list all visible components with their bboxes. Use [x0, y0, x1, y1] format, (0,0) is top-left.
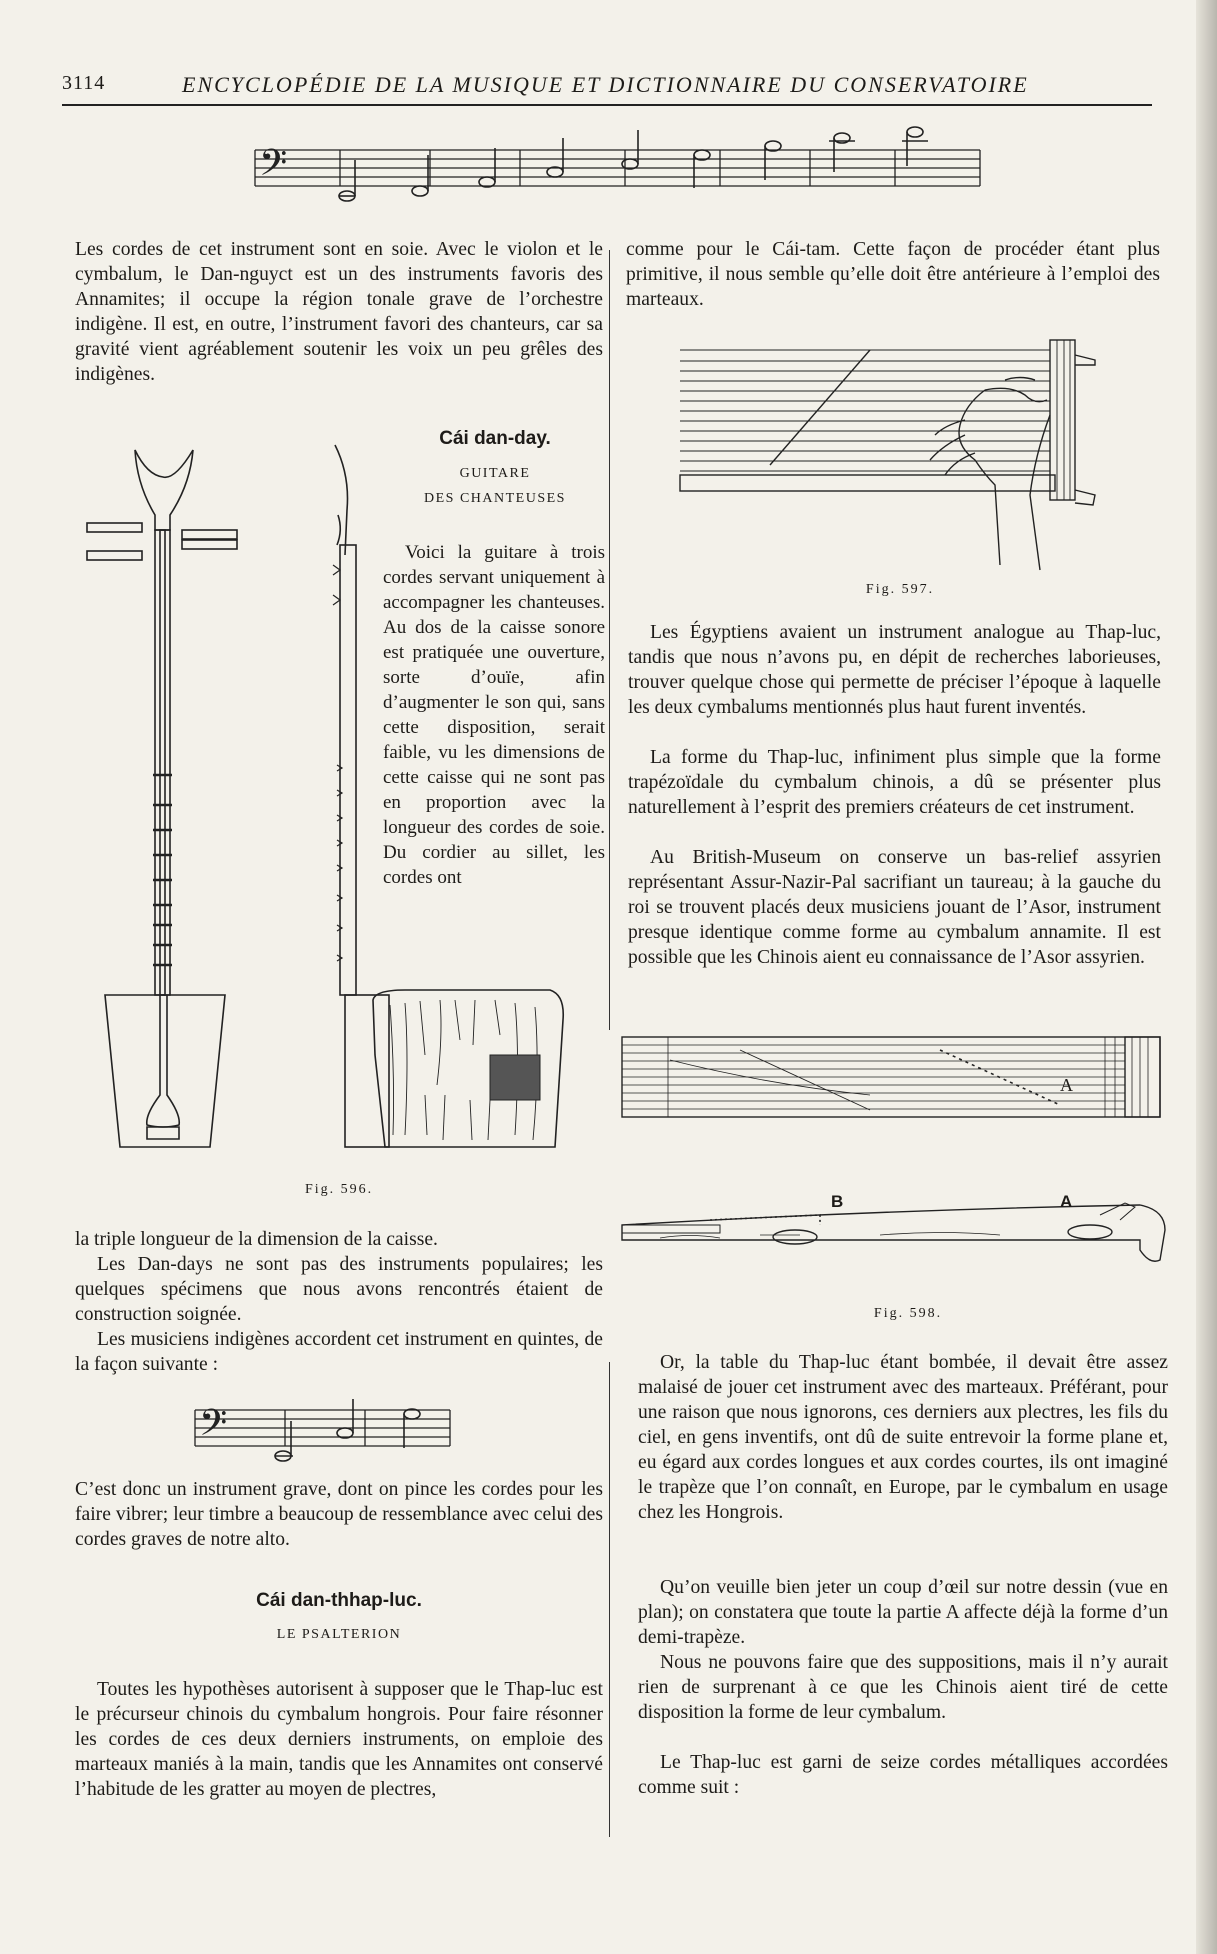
header-rule — [62, 104, 1152, 106]
music-staff-top — [255, 130, 985, 210]
right-paragraph-7: Nous ne pouvons faire que des suppositions, mais il n’y aurait rien de surprenant à ce que les Chinois aient tiré de cette disposition la forme de leur cymbalum. — [638, 1652, 1168, 1723]
figure-596-guitar — [75, 435, 585, 1170]
figure-598-thap-luc-views — [620, 1035, 1190, 1285]
page-edge-shadow — [1196, 0, 1217, 1954]
left-paragraph-3: Les Dan-days ne sont pas des instruments populaires; les quelques spécimens que nous avons rencontrés étaient de construction soignée. — [75, 1254, 603, 1325]
running-title: ENCYCLOPÉDIE DE LA MUSIQUE ET DICTIONNAIRE DU CONSERVATOIRE — [182, 72, 1029, 97]
section-title-dan-day: Cái dan-day. — [439, 428, 551, 449]
guitar-side-text: Voici la guitare à trois cordes servant uniquement à accompagner les chanteuses. Au dos de la caisse sonore est pratiquée une ouverture, sorte d’ouïe, afin d’augmenter le son qui, sans cette disposition, serait faible, vu les dimensions de cette caisse qui ne sont pas en proportion avec la longueur des cordes de soie. Du cordier au sillet, les cordes ont — [383, 542, 605, 888]
svg-text:𝄢: 𝄢 — [199, 1402, 228, 1453]
column-rule-upper — [609, 250, 610, 1030]
caption-fig-598: Fig. 598. — [873, 1306, 943, 1321]
section-subtitle-psalterion: LE PSALTERION — [276, 1627, 402, 1642]
left-paragraph-5: C’est donc un instrument grave, dont on pince les cordes pour les faire vibrer; leur timbre a beaucoup de ressemblance avec celui des cordes graves de notre alto. — [75, 1479, 603, 1550]
side-label-a: A — [1060, 1192, 1073, 1211]
right-paragraph-8: Le Thap-luc est garni de seize cordes métalliques accordées comme suit : — [638, 1752, 1168, 1798]
right-paragraph-3: La forme du Thap-luc, infiniment plus simple que la forme trapézoïdale du cymbalum chinois, a dû se présenter plus naturellement à l’esprit des premiers créateurs de cet instrument. — [628, 747, 1161, 818]
column-rule-lower — [609, 1362, 610, 1837]
page-number: 3114 — [62, 72, 106, 94]
left-paragraph-2: la triple longueur de la dimension de la caisse. — [75, 1229, 438, 1250]
plan-label-a: A — [1060, 1075, 1073, 1095]
section-subtitle-chanteuses: DES CHANTEUSES — [424, 491, 566, 506]
left-paragraph-4: Les musiciens indigènes accordent cet instrument en quintes, de la façon suivante : — [75, 1329, 603, 1375]
right-paragraph-6: Qu’on veuille bien jeter un coup d’œil sur notre dessin (vue en plan); on constatera que toute la partie A affecte déjà la forme d’un demi-trapèze. — [638, 1577, 1168, 1648]
section-title-thhap-luc: Cái dan-thhap-luc. — [256, 1590, 422, 1611]
side-label-b: B — [831, 1192, 844, 1211]
right-paragraph-2: Les Égyptiens avaient un instrument analogue au Thap-luc, tandis que nous n’avons pu, en dépit de recherches laborieuses, trouver quelque chose qui permette de préciser l’époque à laquelle les deux cymbalums mentionnés plus haut furent inventés. — [628, 622, 1161, 718]
right-paragraph-1: comme pour le Cái-tam. Cette façon de procéder étant plus primitive, il nous semble qu’elle doit être antérieure à l’emploi des marteaux. — [626, 239, 1160, 310]
section-subtitle-guitare: GUITARE — [459, 466, 531, 481]
left-paragraph-6: Toutes les hypothèses autorisent à supposer que le Thap-luc est le précurseur chinois du cymbalum hongrois. Pour faire résonner les cordes de ces deux derniers instruments, on emploie des marteaux maniés à la main, tandis que les Annamites ont conservé l’habitude de les gratter au moyen de plectres, — [75, 1679, 603, 1800]
right-paragraph-4: Au British-Museum on conserve un bas-relief assyrien représentant Assur-Nazir-Pal sacrifiant un taureau; à la gauche du roi se trouvent placés deux musiciens jouant de l’Asor, instrument presque identique comme forme au cymbalum annamite. Il est possible que les Chinois aient eu connaissance de l’Asor assyrien. — [628, 847, 1161, 968]
figure-597-psaltery-hand — [675, 335, 1115, 570]
caption-fig-596: Fig. 596. — [305, 1182, 374, 1197]
caption-fig-597: Fig. 597. — [865, 582, 935, 597]
page-header — [62, 70, 1152, 100]
svg-text:𝄢: 𝄢 — [259, 142, 288, 193]
right-paragraph-5: Or, la table du Thap-luc étant bombée, il devait être assez malaisé de jouer cet instrument avec des marteaux. Préférant, pour une raison que nous ignorons, ces derniers aux plectres, les fils du ciel, en gens inventifs, ont dû de suite entrevoir la forme plane et, eu égard aux cordes longues et aux cordes courtes, ils ont imaginé le trapèze que l’on connaît, en Europe, par le cymbalum en usage chez les Hongrois. — [638, 1352, 1168, 1523]
music-staff-tuning — [195, 1395, 455, 1470]
left-paragraph-1: Les cordes de cet instrument sont en soie. Avec le violon et le cymbalum, le Dan-nguyct est un des instruments favoris des Annamites; il occupe la région tonale grave de l’orchestre indigène. Il est, en outre, l’instrument favori des chanteurs, car sa gravité vient agréablement soutenir les voix un peu grêles des indigènes. — [75, 239, 603, 385]
